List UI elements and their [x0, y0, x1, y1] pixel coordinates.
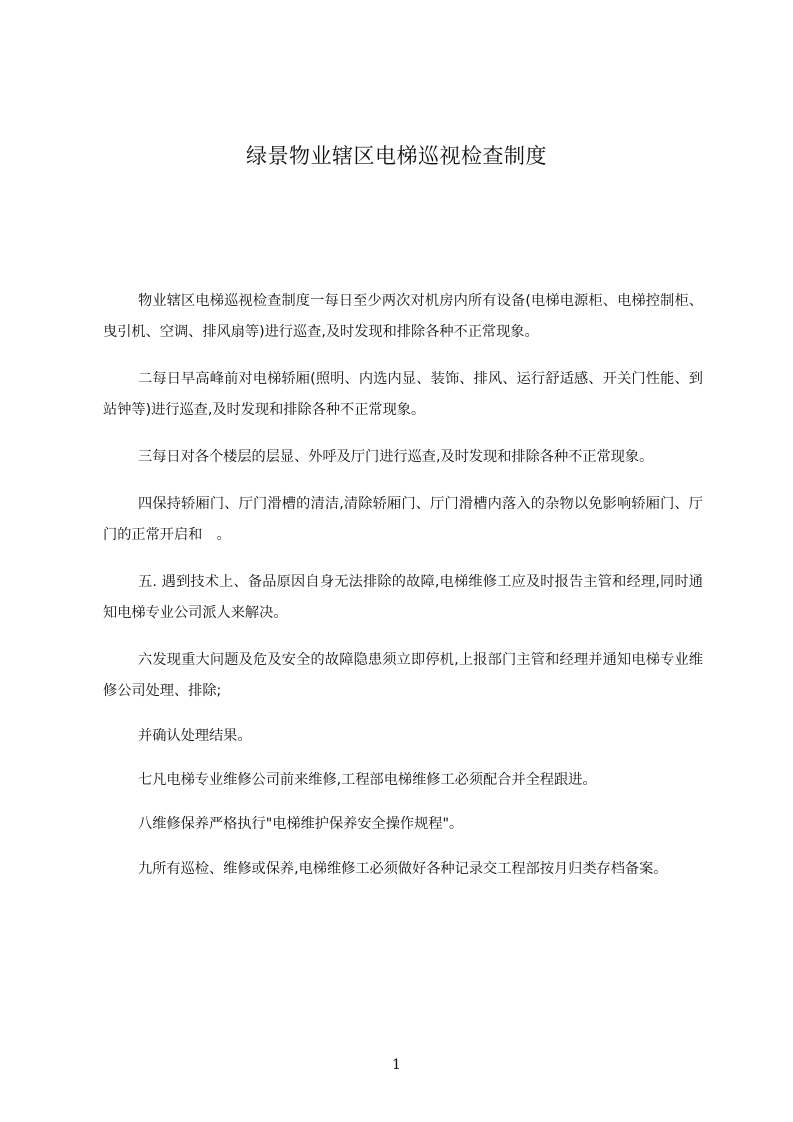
paragraph-6: 六发现重大问题及危及安全的故障隐患须立即停机,上报部门主管和经理并通知电梯专业维修公司处理、排除; [103, 652, 703, 699]
paragraph-8: 七凡电梯专业维修公司前来维修,工程部电梯维修工必须配合并全程跟进。 [138, 772, 597, 788]
paragraph-9: 八维修保养严格执行"电梯维护保养安全操作规程"。 [138, 816, 464, 832]
paragraph-2: 二每日早高峰前对电梯轿厢(照明、内选内显、装饰、排风、运行舒适感、开关门性能、到站钟等)进行巡查,及时发现和排除各种不正常现象。 [103, 371, 703, 418]
paragraph-5: 五. 遇到技术上、备品原因自身无法排除的故障,电梯维修工应及时报告主管和经理,同时通知电梯专业公司派人来解决。 [103, 574, 703, 621]
paragraph-1: 物业辖区电梯巡视检查制度一每日至少两次对机房内所有设备(电梯电源柜、电梯控制柜、曳引机、空调、排风扇等)进行巡查,及时发现和排除各种不正常现象。 [103, 293, 703, 340]
page-number: 1 [392, 1057, 401, 1073]
document-body [103, 286, 703, 885]
paragraph-4: 四保持轿厢门、厅门滑槽的清洁,清除轿厢门、厅门滑槽内落入的杂物以免影响轿厢门、厅门的正常开启和 。 [103, 496, 703, 543]
paragraph-10: 九所有巡检、维修或保养,电梯维修工必须做好各种记录交工程部按月归类存档备案。 [138, 861, 668, 877]
document-title: 绿景物业辖区电梯巡视检查制度 [246, 144, 547, 168]
paragraph-7: 并确认处理结果。 [138, 728, 252, 744]
paragraph-3: 三每日对各个楼层的层显、外呼及厅门进行巡查,及时发现和排除各种不正常现象。 [138, 449, 654, 465]
